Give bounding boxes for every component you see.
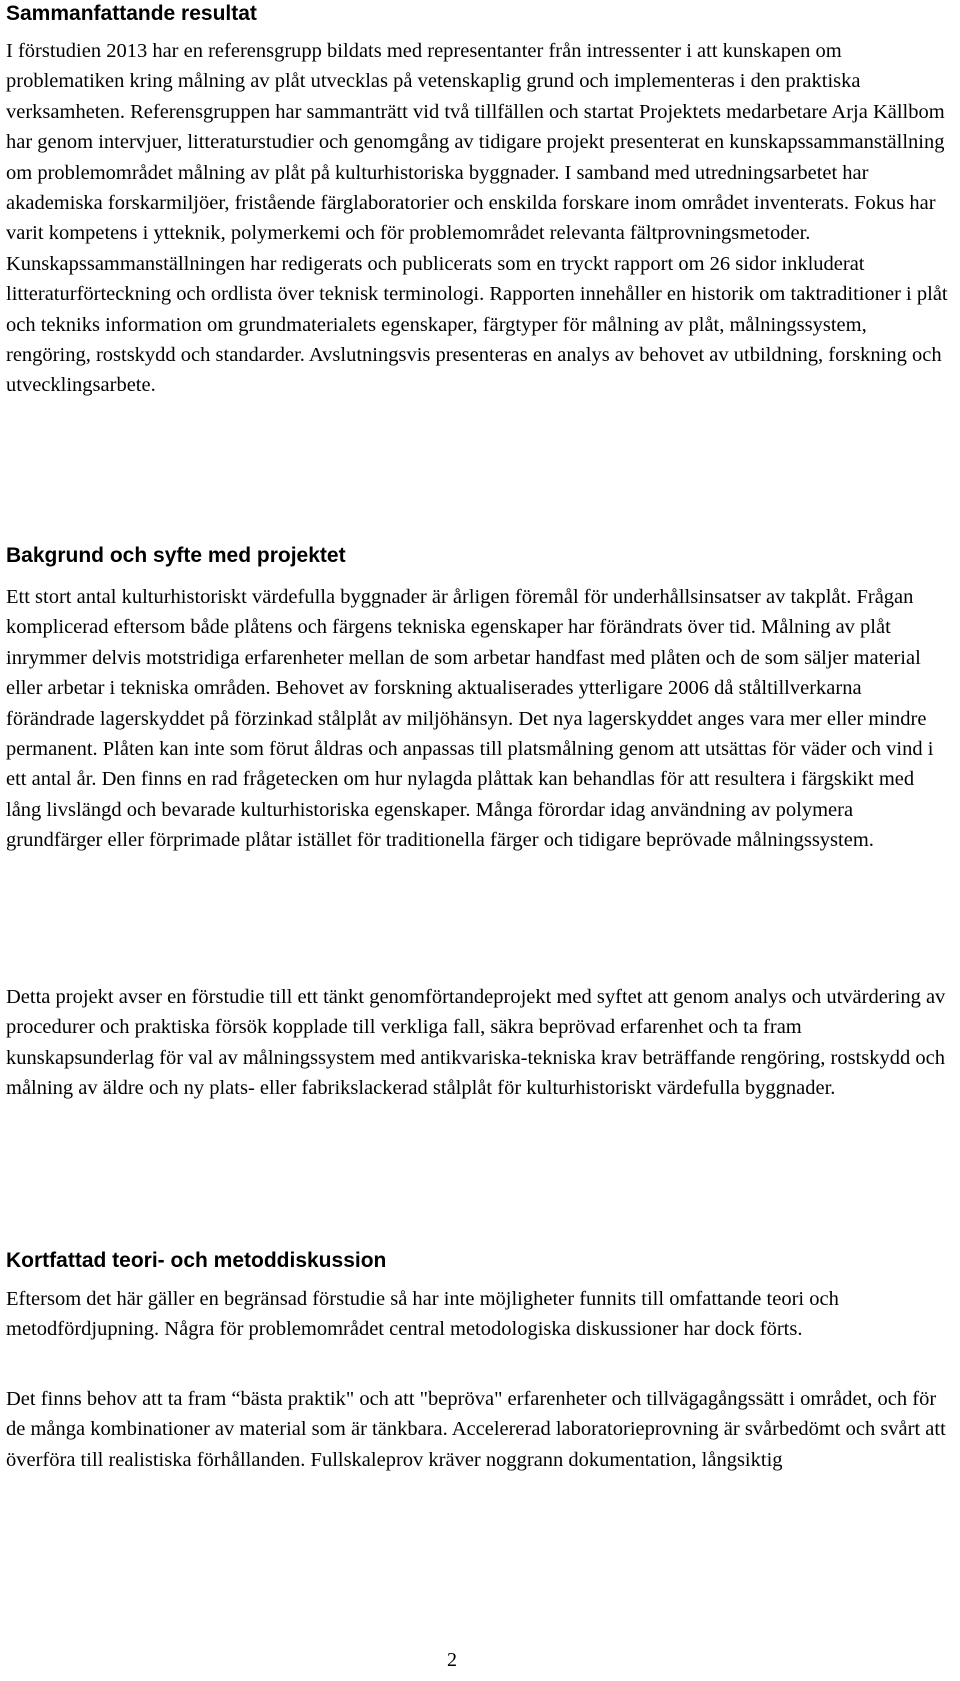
theory-paragraph-1: Eftersom det här gäller en begränsad förstudie så har inte möjligheter funnits till omfattande teori och metodfördjupning. Några för problemområdet central metodologiska diskussioner har dock förts. — [6, 1288, 839, 1341]
section-heading-summary: Sammanfattande resultat — [6, 2, 257, 25]
section-heading-background: Bakgrund och syfte med projektet — [6, 544, 346, 567]
summary-paragraph: I förstudien 2013 har en referensgrupp bildats med representanter från intressenter i att kunskapen om problematiken kring målning av plåt utvecklas på vetenskaplig grund och implementeras i den praktiska verksamheten. Referensgruppen har sammanträtt vid två tillfällen och startat Projektets medarbetare Arja Källbom har genom intervjuer, litteraturstudier och genomgång av tidigare projekt presenterat en kunskapssammanställning om problemområdet målning av plåt på kulturhistoriska byggnader. I samband med utredningsarbetet har akademiska forskarmiljöer, fristående färglaboratorier och enskilda forskare inom området inventerats. Fokus har varit kompetens i ytteknik, polymerkemi och för problemområdet relevanta fältprovningsmetoder. Kunskapssammanställningen har redigerats och publicerats som en tryckt rapport om 26 sidor inkluderat litteraturförteckning och ordlista över teknisk terminologi. Rapporten innehåller en historik om taktraditioner i plåt och tekniks information om grundmaterialets egenskaper, färgtyper för målning av plåt, målningssystem, rengöring, rostskydd och standarder. Avslutningsvis presenteras en analys av behovet av utbildning, forskning och utvecklingsarbete. — [6, 40, 948, 397]
section-heading-theory: Kortfattad teori- och metoddiskussion — [6, 1249, 387, 1272]
theory-paragraph-2: Det finns behov att ta fram “bästa praktik" och att "bepröva" erfarenheter och tillvägagångssätt i området, och för de många kombinationer av material som är tänkbara. Accelererad laboratorieprovning är svårbedömt och svårt att överföra till realistiska förhållanden. Fullskaleprov kräver noggrann dokumentation, långsiktig — [6, 1388, 946, 1471]
page-number: 2 — [447, 1649, 457, 1671]
background-paragraph-2: Detta projekt avser en förstudie till ett tänkt genomförtandeprojekt med syftet att genom analys och utvärdering av procedurer och praktiska försök kopplade till verkliga fall, säkra beprövad erfarenhet och ta fram kunskapsunderlag för val av målningssystem med antikvariska-tekniska krav beträffande rengöring, rostskydd och målning av äldre och ny plats- eller fabrikslackerad stålplåt för kulturhistoriskt värdefulla byggnader. — [6, 986, 946, 1100]
background-paragraph-1: Ett stort antal kulturhistoriskt värdefulla byggnader är årligen föremål för underhållsinsatser av takplåt. Frågan komplicerad eftersom både plåtens och färgens tekniska egenskaper har förändrats över tid. Målning av plåt inrymmer delvis motstridiga erfarenheter mellan de som arbetar handfast med plåten och de som säljer material eller arbetar i tekniska områden. Behovet av forskning aktualiserades ytterligare 2006 då ståltillverkarna förändrade lagerskyddet på förzinkad stålplåt av miljöhänsyn. Det nya lagerskyddet anges vara mer eller mindre permanent. Plåten kan inte som förut åldras och anpassas till platsmålning genom att utsättas för väder och vind i ett antal år. Den finns en rad frågetecken om hur nylagda plåttak kan behandlas för att resultera i färgskikt med lång livslängd och bevarade kulturhistoriska egenskaper. Många förordar idag användning av polymera grundfärger eller förprimade plåtar istället för traditionella färger och tidigare beprövade målningssystem. — [6, 586, 934, 852]
